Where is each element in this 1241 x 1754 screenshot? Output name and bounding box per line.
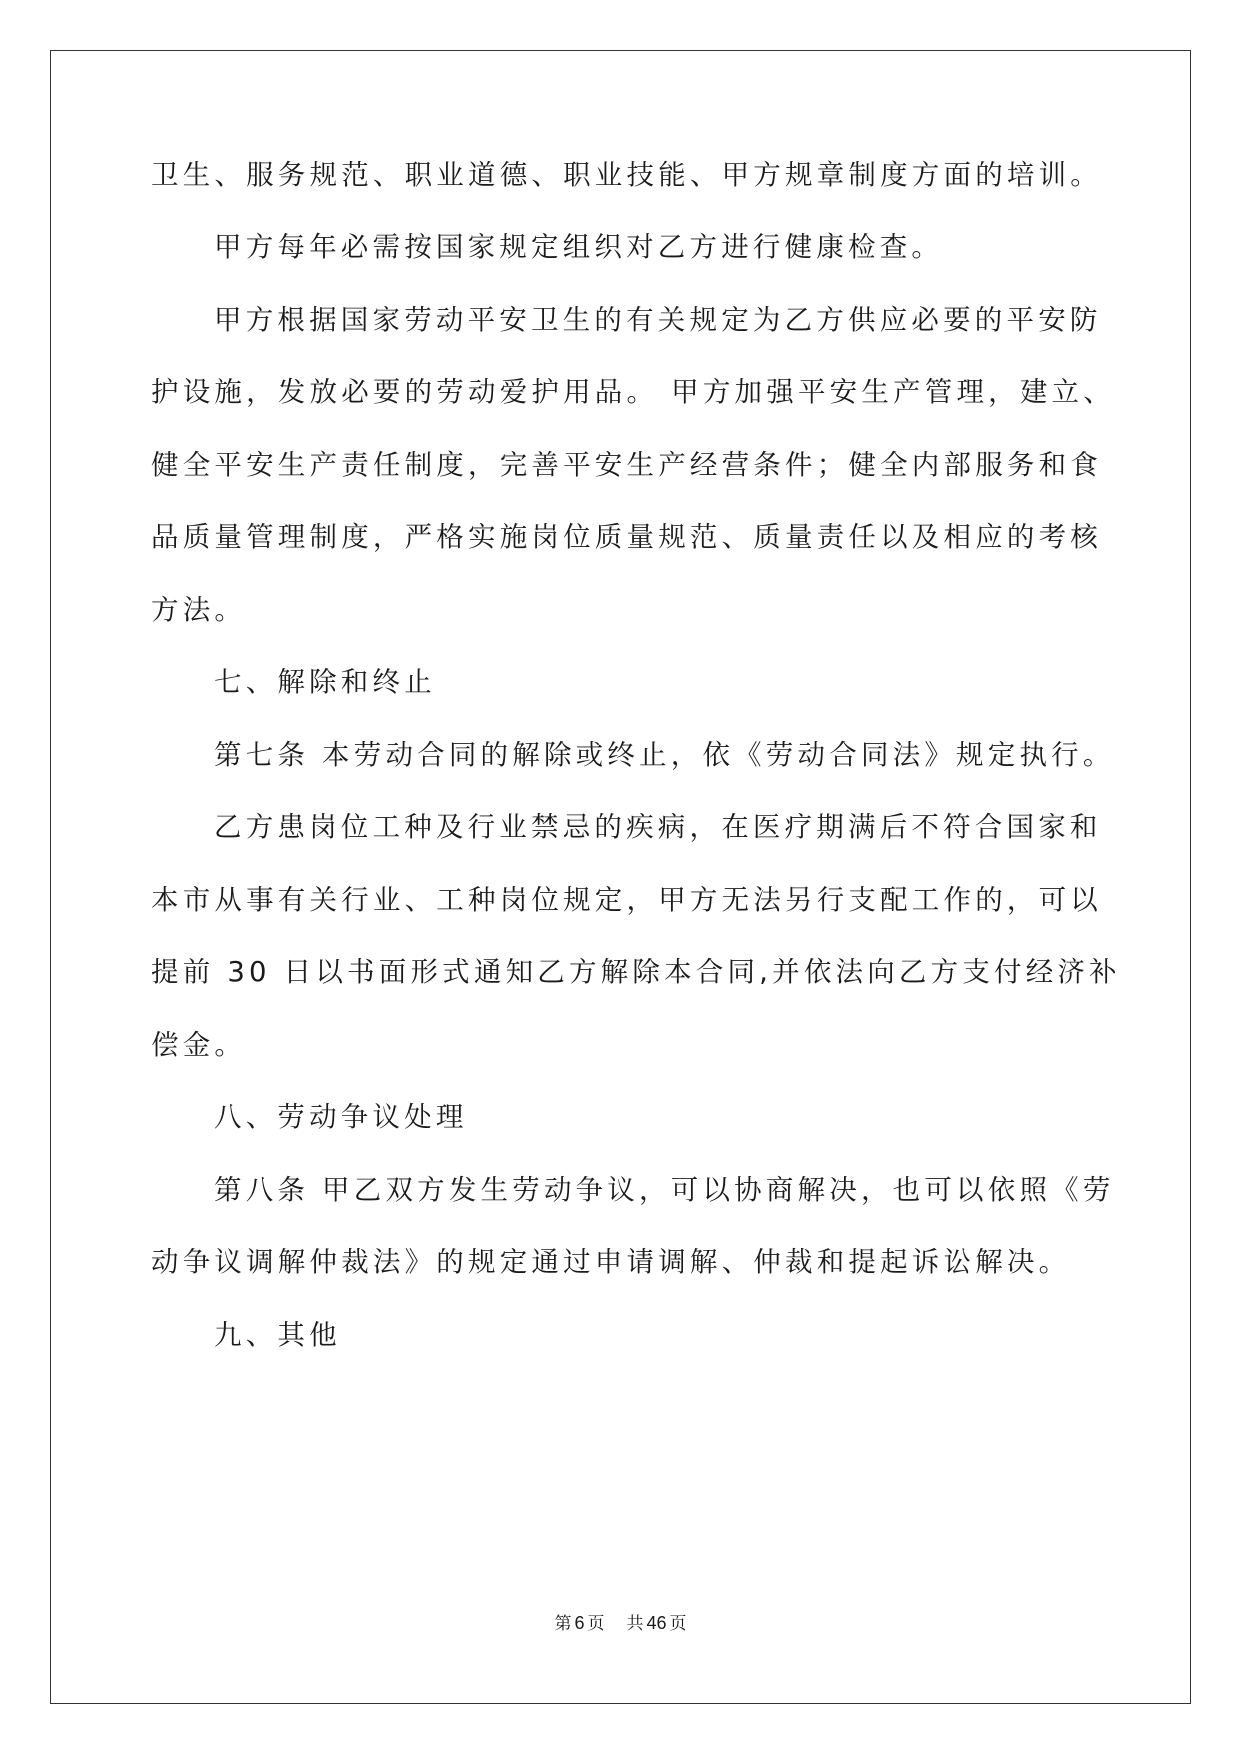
text-line: 本市从事有关行业、工种岗位规定，甲方无法另行支配工作的，可以 (151, 884, 1102, 916)
text-line: 甲方每年必需按国家规定组织对乙方进行健康检查。 (214, 231, 944, 263)
section-heading: 八、劳动争议处理 (214, 1101, 468, 1133)
page-border (50, 50, 1191, 1704)
total-prefix: 共 (626, 1614, 644, 1634)
page-suffix: 页 (587, 1614, 605, 1634)
page-footer (0, 1611, 1241, 1636)
total-suffix: 页 (669, 1614, 687, 1634)
section-heading: 七、解除和终止 (214, 666, 436, 698)
text-line: 护设施，发放必要的劳动爱护用品。 甲方加强平安生产管理，建立、 (151, 376, 1115, 408)
text-line: 健全平安生产责任制度，完善平安生产经营条件；健全内部服务和食 (151, 449, 1102, 481)
page-number: 6 (574, 1613, 585, 1633)
text-line: 第八条 甲乙双方发生劳动争议，可以协商解决，也可以依照《劳 (214, 1174, 1115, 1206)
text-line: 品质量管理制度，严格实施岗位质量规范、质量责任以及相应的考核 (151, 521, 1102, 553)
text-line: 方法。 (151, 594, 247, 626)
page-prefix: 第 (554, 1614, 572, 1634)
text-line: 乙方患岗位工种及行业禁忌的疾病，在医疗期满后不符合国家和 (214, 811, 1102, 843)
section-heading: 九、其他 (214, 1319, 341, 1351)
total-pages: 46 (646, 1613, 667, 1633)
text-line: 动争议调解仲裁法》的规定通过申请调解、仲裁和提起诉讼解决。 (151, 1246, 1071, 1278)
text-line: 提前 30 日以书面形式通知乙方解除本合同,并依法向乙方支付经济补 (151, 956, 1121, 988)
text-line: 偿金。 (151, 1029, 247, 1061)
text-line: 第七条 本劳动合同的解除或终止，依《劳动合同法》规定执行。 (214, 739, 1115, 771)
text-line: 甲方根据国家劳动平安卫生的有关规定为乙方供应必要的平安防 (214, 304, 1102, 336)
text-line: 卫生、服务规范、职业道德、职业技能、甲方规章制度方面的培训。 (151, 159, 1102, 191)
